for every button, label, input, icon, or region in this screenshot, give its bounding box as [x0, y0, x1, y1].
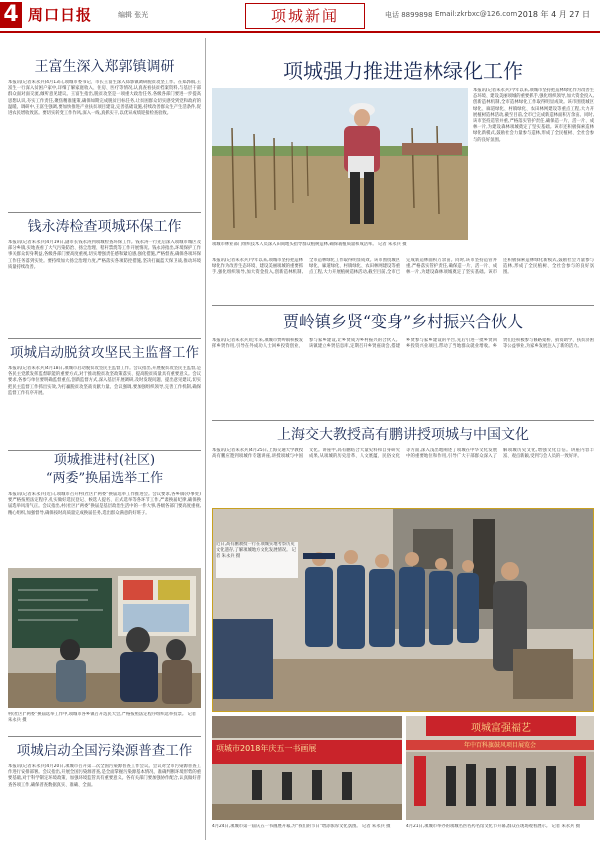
divider [212, 420, 594, 421]
article-6-body-top: 本报讯(记者朱永兵)今年以来,项城市坚持把造林绿化作为改善生态环境、建设美丽项城的重要抓手,强化组织领导,加大资金投入,创新造林机制,全市造林绿化工作取得明显成效。该市围绕城区绿化、廊道绿化、村镇绿化、农田林网建设等重点工程,大力开展植树造林活动,截至目前,全市已完成新造林面积万余亩。同时,该市坚持造管并重,严格落实管护责任,确保造一片、活一片、成林一片,为建设森林项城奠定了坚实基础。该市还积极探索造林绿化新模式,鼓励社会力量参与造林,形成了全民植树、全社会参与的良好氛围。 [473, 88, 594, 143]
photo-medicine-caption: 4月21日,项城市举办的项城名医名药名馆文化节开幕,群众在现场观看展示。 记者 朱永兵 摄 [406, 824, 581, 829]
article-1-headline: 王富生深入郑郭镇调研 [34, 59, 175, 75]
article-7-body: 本报讯(记者朱永兵)近年来,项城市贾岭镇积极发挥乡贤作用,引导在外成功人士回乡投资创业、参与家乡建设,让乡贤成为乡村振兴的合伙人。该镇建立乡贤信息库,定期召开乡贤座谈会,搭建乡贤参与家乡建设的平台,先后引进一批乡贤回乡投资兴业项目,带动了当地群众就业增收。乡贤们还积极参与修路架桥、捐资助学、扶贫济困等公益事业,为家乡发展注入了新的活力。 [212, 338, 594, 350]
divider [8, 212, 201, 213]
divider [8, 736, 201, 737]
article-4-body: 本报讯(记者朱永兵)近日,项城市召开村(社区)“两委”换届选举工作推进会。会议要求,各乡镇(办事处)要严格按照法定程序,扎实做好选民登记、候选人提名、正式选举等各环节工作,严肃换届纪律,确保换届选举风清气正。会议指出,村(社区)“两委”换届是基层政治生活中的一件大事,各级各部门要高度重视,精心组织,加强督导,确保按时高质量完成换届任务,选出群众满意的好班子。 [8, 492, 201, 516]
article-8-headline: 上海交大教授高有鹏讲授项城与中国文化 [277, 427, 529, 443]
festival-subsign-text: 年中百科旗鼓风项目展览会 [463, 742, 536, 749]
article-6-body-bottom: 本报讯(记者朱永兵)今年以来,项城市坚持把造林绿化作为改善生态环境、建设美丽项城的重要抓手,强化组织领导,加大资金投入,创新造林机制,全市造林绿化工作取得明显成效。该市围绕城区绿化、廊道绿化、村镇绿化、农田林网建设等重点工程,大力开展植树造林活动,截至目前,全市已完成新造林面积万余亩。同时,该市坚持造管并重,严格落实管护责任,确保造一片、活一片、成林一片,为建设森林项城奠定了坚实基础。该市还积极探索造林绿化新模式,鼓励社会力量参与造林,形成了全民植树、全社会参与的良好氛围。 [212, 258, 594, 276]
article-7-headline: 贾岭镇乡贤“变身”乡村振兴合伙人 [282, 312, 524, 331]
divider [8, 338, 201, 339]
article-1-body: 本报讯(记者朱永兵)4月13日,项城市委书记、市长王富生深入郑郭镇调研脱贫攻坚工作。在郑郭镇,王富生一行深入贫困户家中,详细了解家庭收入、住房、医疗等情况,认真查看扶贫档案资料,与基层干部群众面对面交流,倾听意见建议。王富生指出,脱贫攻坚是一项重大政治任务,各级各部门要进一步提高思想认识,夯实工作责任,聚焦精准施策,确保如期完成脱贫目标任务,让贫困群众切实感受到党和政府的温暖。调研中,王富生强调,要加快推进产业扶贫项目建设,完善基础设施,持续改善群众生产生活条件,促进农民增收致富。要切实转变工作作风,深入一线,真抓实干,以优异成绩迎接检查验收。 [8, 80, 201, 117]
phone-info: 电话 8899898 [385, 11, 433, 19]
festival-sign-text: 项城富强福艺 [471, 723, 531, 734]
article-2-body: 本报讯(记者朱永兵)4月19日,副市长钱永涛到项城检查环保工作。钱永涛一行先后深入项城市城区及部分乡镇,实地查看了大气污染防治、扬尘治理、秸秆禁烧等工作开展情况。钱永涛指出,环境保护工作事关群众切身利益,各级各部门要高度重视,切实增强责任感和紧迫感,强化措施,严格督查,确保各项环保工作任务落到实处。要持续加大扬尘治理力度,严格落实各项防控措施,坚决打赢蓝天保卫战,推动环境质量持续改善。 [8, 240, 201, 270]
editor-info: 编辑 张光 [118, 11, 149, 19]
photo-group-caption: 近日,高有鹏教授一行在项城实地考察历史文化遗存,了解项城地方文化发展情况。 记者 朱永兵 摄 [216, 542, 298, 578]
article-3-body: 本报讯(记者朱永兵)4月18日,项城市启动脱贫攻坚民主监督工作。会议指出,开展脱贫攻坚民主监督,是各民主党派发挥监督职能的重要方式,对于推动脱贫攻坚政策落实、提高脱贫质量具有重要意义。会议要求,各参与单位要明确监督重点,创新监督方式,深入基层开展调研,及时发现问题、提出意见建议,切实把民主监督工作抓出实效,为打赢脱贫攻坚战贡献力量。会议强调,要加强组织领导,完善工作机制,确保监督工作有序开展。 [8, 366, 201, 396]
photo-tree-caption: 项城市林业部门组织技术人员深入田间地头指导群众植树造林,确保栽植质量和成活率。 记者 朱永兵 摄 [212, 242, 407, 247]
email-info: Email:zkrbxc@126.com [435, 10, 518, 18]
masthead [0, 0, 600, 30]
photo-election-caption: 村(社区)“两委”换届选举工作中,项城市各乡镇召开选民大会,严格按照法定程序组织选举投票。 记者 朱永兵 摄 [8, 712, 197, 724]
divider [8, 450, 201, 451]
article-5-body: 本报讯(记者朱永兵)4月20日,项城市召开第二次全国污染源普查工作会议。会议对全市污染源普查工作进行安排部署。会议指出,开展全国污染源普查,是全面掌握污染源基本情况、准确判断环境形势的重要基础,对于科学制定环境政策、加强环境监管具有重要意义。各有关部门要加强协作配合,认真做好普查各项工作,确保普查数据真实、准确、全面。 [8, 764, 201, 788]
article-2-headline: 钱永涛检查项城环保工作 [27, 219, 182, 235]
page-number: 4 [0, 2, 22, 28]
article-4-headline: 项城推进村(社区) “两委”换届选举工作 [45, 453, 164, 486]
article-5-headline: 项城启动全国污染源普查工作 [16, 743, 193, 759]
photo-group-visit [212, 508, 594, 712]
photo-tree-planting [212, 88, 468, 240]
column-divider [205, 38, 206, 840]
divider [212, 305, 594, 306]
photo-election-meeting [8, 568, 201, 708]
article-8-body: 本报讯(记者朱永兵)4月25日,上海交通大学教授高有鹏应邀到项城作专题讲座,讲授项城与中国文化。讲座中,高有鹏结合大量史料和自身研究成果,从项城的历史沿革、人文底蕴、民俗文化等方面,深入浅出地阐述了项城在中华文化发展中的重要地位和作用,引导广大干部群众深入了解项城历史文化,增强文化自信。讲座内容丰富、观点新颖,受到与会人员的一致好评。 [212, 448, 594, 460]
photo-calligraphy-exhibition [212, 716, 402, 820]
article-3-headline: 项城启动脱贫攻坚民主监督工作 [10, 345, 199, 361]
masthead-rule [0, 31, 600, 33]
newspaper-logo: 周口日报 [28, 6, 93, 24]
exhibition-banner-text: 项城市2018年庆五一书画展 [216, 744, 317, 753]
issue-date: 2018 年 4 月 27 日 [517, 10, 590, 19]
photo-calligraphy-caption: 4月24日,项城市第一届庆五一书画展开幕,为“我们的节日”增添浓厚文化氛围。 记者 朱永兵 摄 [212, 824, 391, 829]
photo-medicine-festival [406, 716, 594, 820]
article-6-headline: 项城强力推进造林绿化工作 [283, 59, 523, 83]
section-title: 项城新闻 [245, 3, 365, 29]
